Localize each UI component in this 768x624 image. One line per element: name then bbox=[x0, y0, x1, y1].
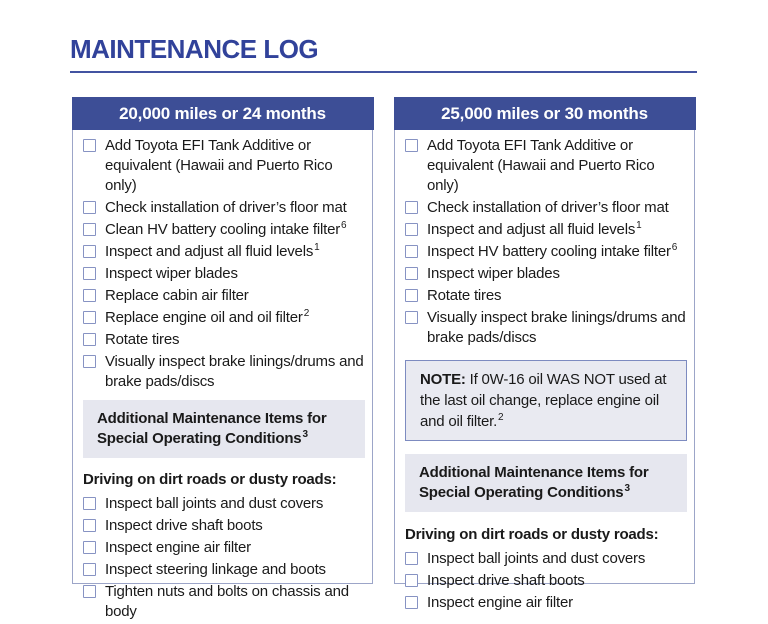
checkbox[interactable] bbox=[405, 289, 418, 302]
checkbox[interactable] bbox=[83, 541, 96, 554]
checkbox[interactable] bbox=[83, 267, 96, 280]
subheading-dirt-roads: Driving on dirt roads or dusty roads: bbox=[405, 526, 659, 543]
checklist-item bbox=[83, 198, 365, 218]
checkbox[interactable] bbox=[83, 497, 96, 510]
checklist-item-label: Rotate tires bbox=[427, 287, 502, 304]
checklist-item bbox=[83, 264, 365, 284]
schedule-column-20000-miles bbox=[72, 97, 373, 620]
checklist-item-label: Inspect and adjust all fluid levels$^1$ bbox=[427, 220, 642, 238]
checklist-item bbox=[83, 560, 365, 580]
checklist-item-label: Check installation of driver’s floor mat bbox=[427, 199, 669, 216]
checklist-item bbox=[83, 220, 365, 240]
subheading-dirt-roads: Driving on dirt roads or dusty roads: bbox=[83, 471, 337, 488]
checkbox[interactable] bbox=[83, 585, 96, 598]
column-body-25000 bbox=[395, 130, 694, 615]
checklist-item bbox=[83, 538, 365, 558]
checkbox[interactable] bbox=[405, 223, 418, 236]
checklist-item bbox=[83, 494, 365, 514]
checklist-item-label: Clean HV battery cooling intake filter$^6$ bbox=[105, 220, 347, 238]
checklist-item-label: Visually inspect brake linings/drums and brake pads/discs bbox=[105, 353, 364, 390]
checklist-item-label: Add Toyota EFI Tank Additive or equivalent (Hawaii and Puerto Rico only) bbox=[427, 137, 655, 194]
checkbox[interactable] bbox=[405, 311, 418, 324]
checklist-item bbox=[405, 198, 687, 218]
column-body-20000 bbox=[73, 130, 372, 624]
checklist-item-label: Replace engine oil and oil filter$^2$ bbox=[105, 308, 310, 326]
checkbox[interactable] bbox=[405, 596, 418, 609]
checklist-item-label: Inspect wiper blades bbox=[427, 265, 560, 282]
column-header-20000: 20,000 miles or 24 months bbox=[72, 97, 374, 130]
page-title: MAINTENANCE LOG bbox=[70, 34, 319, 64]
checklist-item bbox=[405, 593, 687, 613]
checkbox[interactable] bbox=[405, 267, 418, 280]
checklist-item bbox=[83, 308, 365, 328]
checkbox[interactable] bbox=[405, 574, 418, 587]
checkbox[interactable] bbox=[83, 289, 96, 302]
checklist-item-label: Inspect drive shaft boots bbox=[105, 517, 263, 534]
checkbox[interactable] bbox=[83, 223, 96, 236]
checklist-item-label: Replace cabin air filter bbox=[105, 287, 249, 304]
checklist-item bbox=[83, 352, 365, 392]
checklist-item bbox=[83, 516, 365, 536]
schedule-columns bbox=[72, 97, 695, 620]
checklist-item bbox=[83, 330, 365, 350]
special-conditions-panel: Additional Maintenance Items for Special Operating Conditions$^3$ bbox=[83, 400, 365, 458]
checklist-item bbox=[405, 308, 687, 348]
special-conditions-panel: Additional Maintenance Items for Special Operating Conditions$^3$ bbox=[405, 454, 687, 512]
checklist-item bbox=[405, 242, 687, 262]
checklist-item bbox=[83, 286, 365, 306]
checklist-item bbox=[83, 136, 365, 196]
checklist-item bbox=[405, 549, 687, 569]
checklist-item bbox=[83, 242, 365, 262]
checklist-item-label: Inspect steering linkage and boots bbox=[105, 561, 326, 578]
checkbox[interactable] bbox=[83, 519, 96, 532]
checklist-item bbox=[405, 136, 687, 196]
checklist-item-label: Inspect ball joints and dust covers bbox=[105, 495, 324, 512]
checkbox[interactable] bbox=[405, 552, 418, 565]
oil-change-note: NOTE: If 0W-16 oil WAS NOT used at the last oil change, replace engine oil and oil filter.$^2$ bbox=[405, 360, 687, 441]
checkbox[interactable] bbox=[405, 245, 418, 258]
checklist-item-label: Visually inspect brake linings/drums and brake pads/discs bbox=[427, 309, 686, 346]
checklist-item-label: Rotate tires bbox=[105, 331, 180, 348]
checklist-item-label: Check installation of driver’s floor mat bbox=[105, 199, 347, 216]
note-label: NOTE: bbox=[420, 371, 466, 388]
checkbox[interactable] bbox=[83, 139, 96, 152]
title-divider bbox=[70, 71, 697, 73]
checkbox[interactable] bbox=[405, 201, 418, 214]
checklist-item bbox=[83, 582, 365, 622]
checklist-item-label: Add Toyota EFI Tank Additive or equivalent (Hawaii and Puerto Rico only) bbox=[105, 137, 333, 194]
checkbox[interactable] bbox=[405, 139, 418, 152]
checklist-item-label: Tighten nuts and bolts on chassis and body bbox=[105, 583, 349, 620]
checkbox[interactable] bbox=[83, 201, 96, 214]
checklist-item bbox=[405, 571, 687, 591]
schedule-column-25000-miles bbox=[394, 97, 695, 611]
checklist-item bbox=[405, 286, 687, 306]
checkbox[interactable] bbox=[83, 245, 96, 258]
checkbox[interactable] bbox=[83, 333, 96, 346]
checkbox[interactable] bbox=[83, 311, 96, 324]
checklist-item-label: Inspect HV battery cooling intake filter$^6$ bbox=[427, 242, 678, 260]
checkbox[interactable] bbox=[83, 563, 96, 576]
checklist-item bbox=[405, 264, 687, 284]
checklist-item-label: Inspect ball joints and dust covers bbox=[427, 550, 646, 567]
checklist-item-label: Inspect wiper blades bbox=[105, 265, 238, 282]
checkbox[interactable] bbox=[83, 355, 96, 368]
checklist-item-label: Inspect engine air filter bbox=[427, 594, 573, 611]
checklist-item-label: Inspect and adjust all fluid levels$^1$ bbox=[105, 242, 320, 260]
column-header-25000: 25,000 miles or 30 months bbox=[394, 97, 696, 130]
checklist-item-label: Inspect drive shaft boots bbox=[427, 572, 585, 589]
checklist-item bbox=[405, 220, 687, 240]
checklist-item-label: Inspect engine air filter bbox=[105, 539, 251, 556]
